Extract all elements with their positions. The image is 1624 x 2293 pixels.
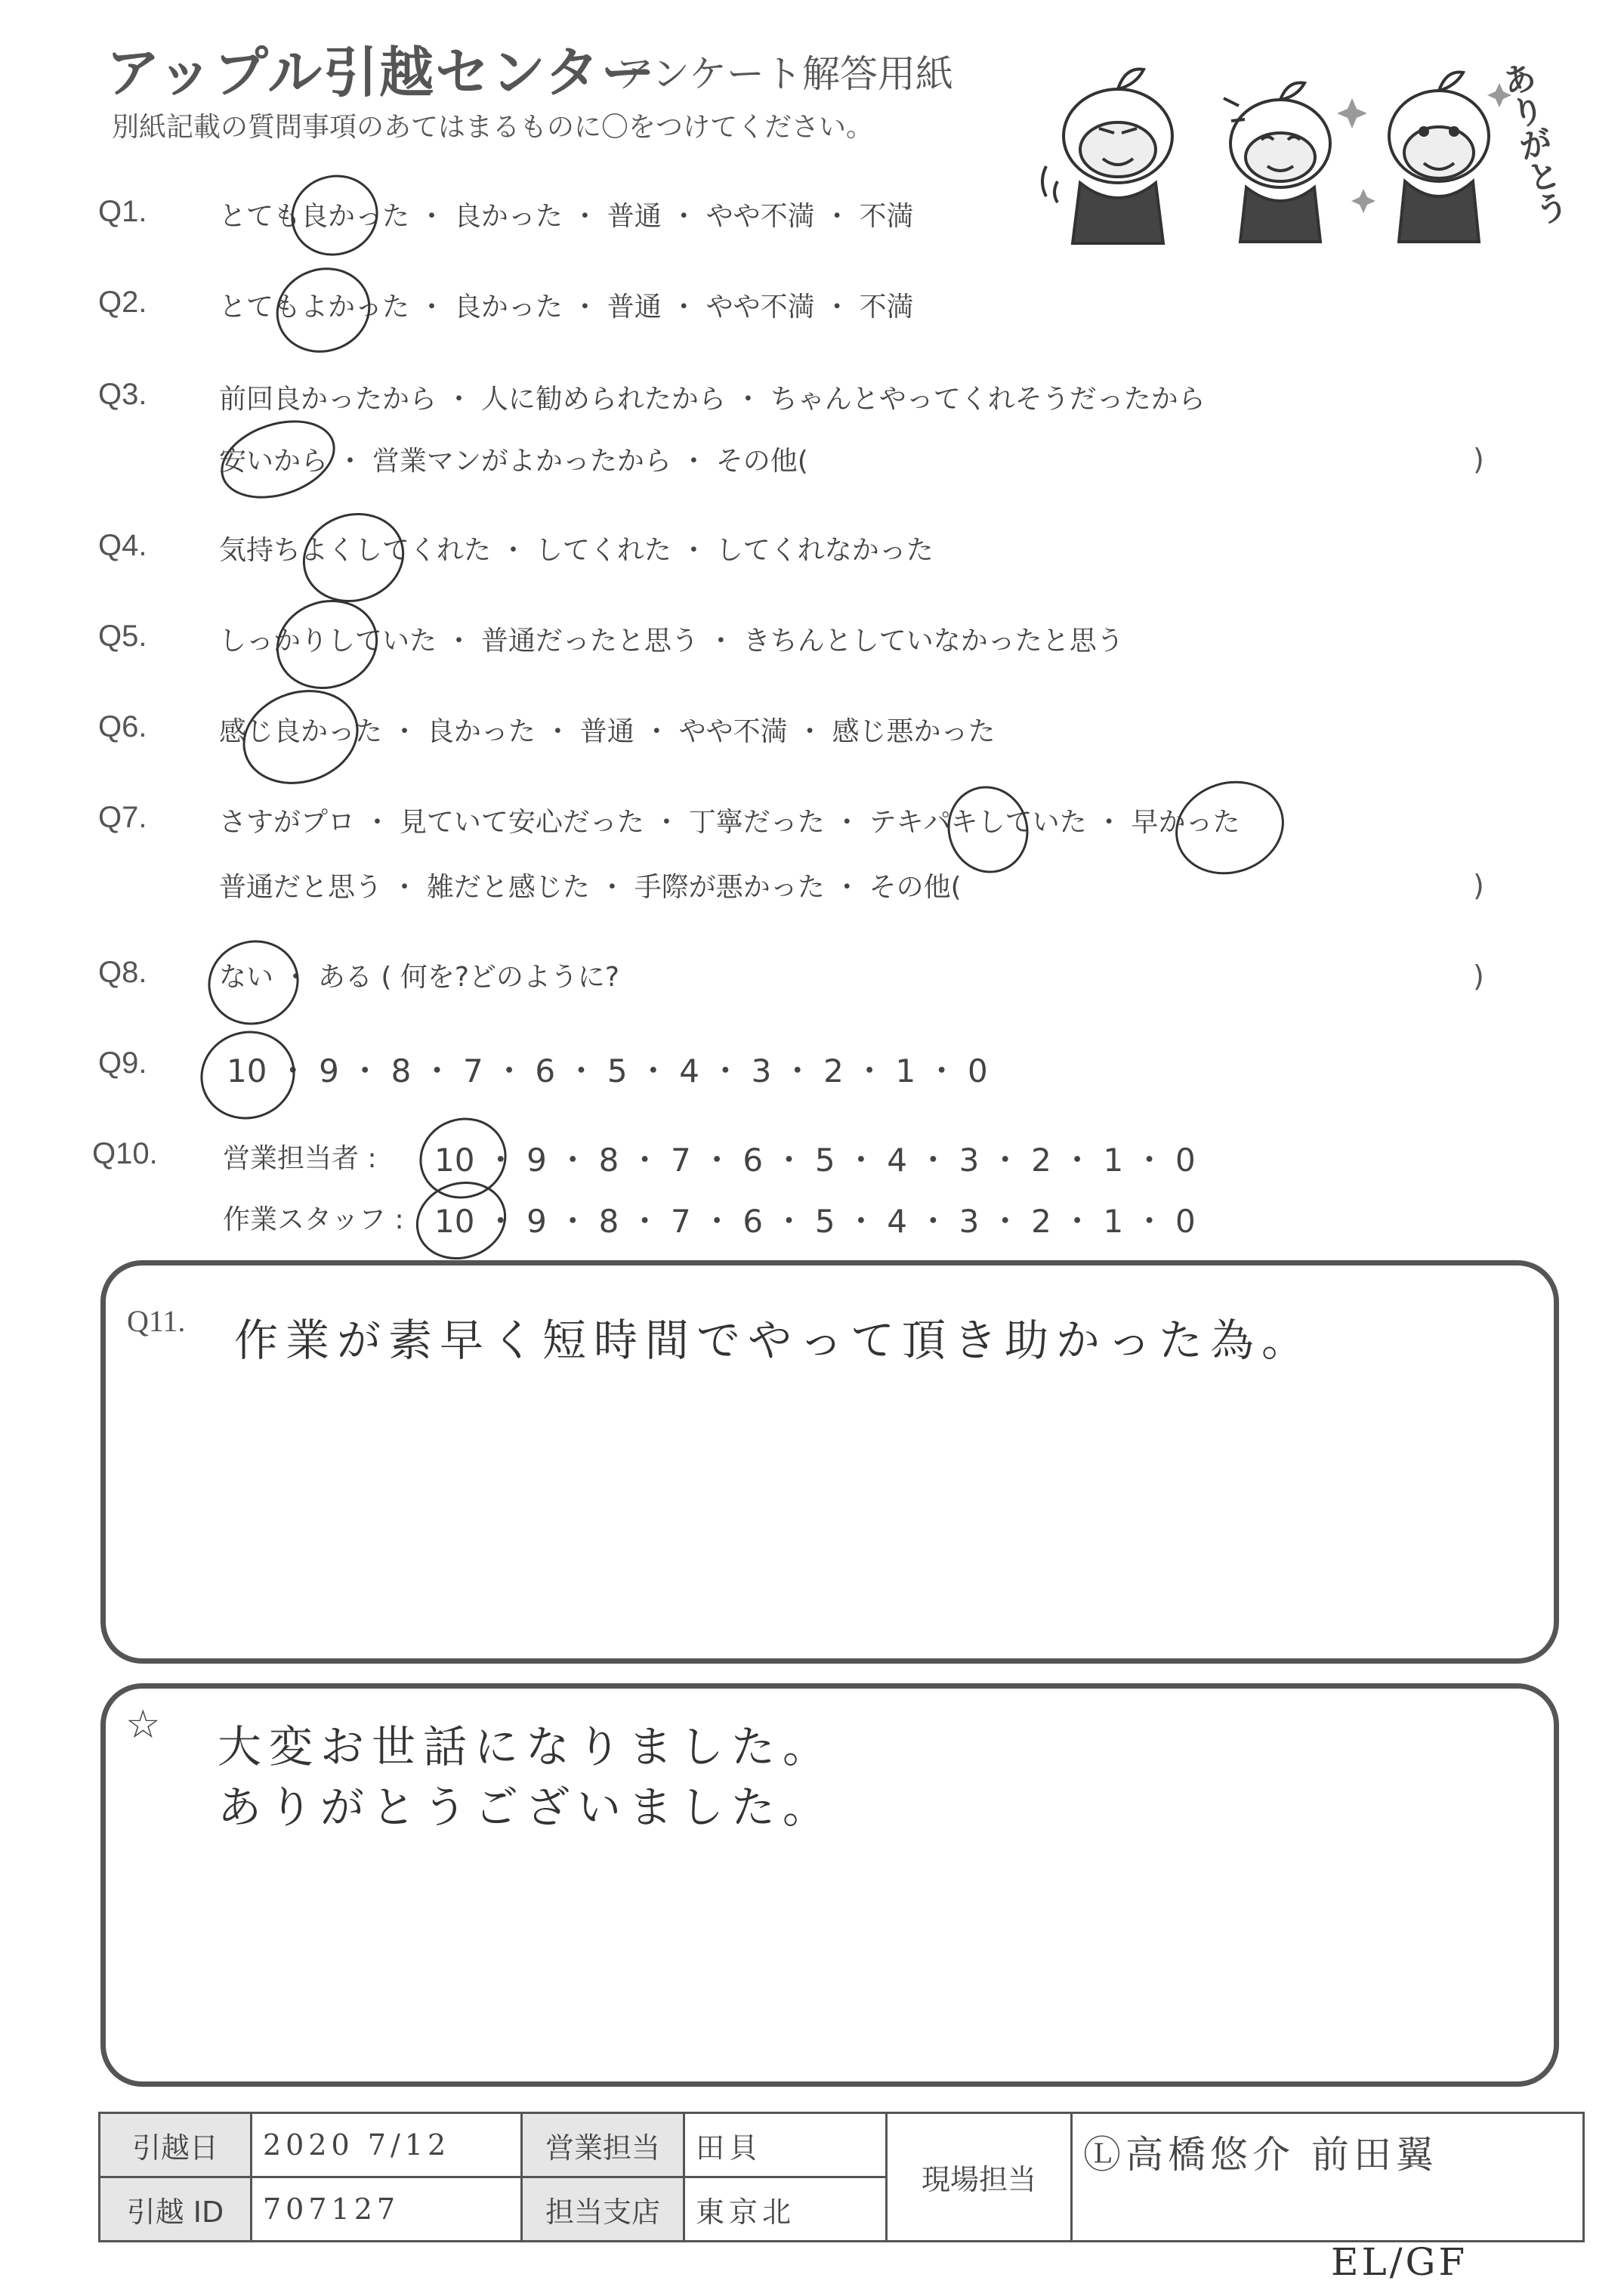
comment-line-2: ありがとうございました。	[218, 1782, 835, 1833]
q9-scale: 10 ・ 9 ・ 8 ・ 7 ・ 6 ・ 5 ・ 4 ・ 3 ・ 2 ・ 1 ・ 0	[227, 1052, 988, 1089]
star-icon: ☆	[125, 1702, 161, 1748]
branch-label: 担当支店	[522, 2177, 684, 2242]
q1-label: Q1.	[98, 195, 147, 228]
move-id-label: 引越 ID	[100, 2177, 252, 2242]
sales-rep-label: 営業担当	[522, 2113, 684, 2177]
q6-label: Q6.	[98, 710, 147, 743]
q2-answer-mark	[265, 255, 381, 365]
q9-label: Q9.	[98, 1046, 147, 1080]
q7-options-line2: 普通だと思う ・ 雑だと感じた ・ 手際が悪かった ・ その他(	[219, 872, 962, 903]
q5-label: Q5.	[98, 620, 147, 653]
q10-label: Q10.	[92, 1137, 158, 1170]
mascot-illustration	[1027, 53, 1556, 249]
footer-code: EL/GF	[1331, 2240, 1468, 2284]
instruction-text: 別紙記載の質問事項のあてはまるものに〇をつけてください。	[112, 112, 874, 143]
q10-staff-scale: 10 ・ 9 ・ 8 ・ 7 ・ 6 ・ 5 ・ 4 ・ 3 ・ 2 ・ 1 ・ 0	[434, 1203, 1196, 1240]
q10-sales-scale: 10 ・ 9 ・ 8 ・ 7 ・ 6 ・ 5 ・ 4 ・ 3 ・ 2 ・ 1 ・ 0	[434, 1142, 1196, 1179]
q3-answer-mark	[211, 406, 345, 512]
q10-staff-label: 作業スタッフ :	[223, 1204, 404, 1235]
page-title: アップル引越センター	[106, 41, 657, 104]
page-subtitle: アンケート解答用紙	[616, 52, 953, 96]
site-staff-value: Ⓛ高橋悠介 前田翼	[1072, 2113, 1584, 2242]
mascot-caption: ありがとう	[1493, 58, 1571, 230]
q3-options-line2: 安いから ・ 営業マンがよかったから ・ その他(	[219, 446, 808, 477]
sales-rep-value: 田貝	[684, 2113, 887, 2177]
q4-label: Q4.	[98, 529, 147, 562]
q7-options-line1: さすがプロ ・ 見ていて安心だった ・ 丁寧だった ・ テキパキしていた ・ 早かった	[219, 807, 1240, 838]
monkey-3-icon	[1337, 73, 1511, 243]
q7-label: Q7.	[98, 801, 147, 834]
q11-answer-box	[100, 1260, 1559, 1664]
move-date-label: 引越日	[100, 2113, 252, 2177]
q8-label: Q8.	[98, 956, 147, 989]
q10-staff-answer-mark	[406, 1170, 516, 1271]
q8-answer-mark	[197, 929, 310, 1037]
q9-answer-mark	[189, 1018, 307, 1131]
monkey-2-icon	[1224, 82, 1330, 242]
move-date-value: 2020 7/12	[252, 2113, 522, 2177]
q2-label: Q2.	[98, 286, 147, 319]
q11-handwritten-answer: 作業が素早く短時間でやって頂き助かった為。	[234, 1315, 1314, 1366]
q3-label: Q3.	[98, 378, 147, 411]
q2-options: とてもよかった ・ 良かった ・ 普通 ・ やや不満 ・ 不満	[219, 292, 914, 323]
monkey-1-icon	[1042, 70, 1172, 243]
q4-answer-mark	[291, 500, 415, 615]
q1-options: とても良かった ・ 良かった ・ 普通 ・ やや不満 ・ 不満	[219, 201, 914, 232]
q4-options: 気持ちよくしてくれた ・ してくれた ・ してくれなかった	[219, 535, 934, 566]
q6-options: 感じ良かった ・ 良かった ・ 普通 ・ やや不満 ・ 感じ悪かった	[219, 716, 996, 747]
site-staff-label: 現場担当	[887, 2113, 1072, 2242]
q3-close-paren: )	[1473, 443, 1484, 476]
footer-info-table	[98, 2112, 1585, 2242]
q10-sales-label: 営業担当者 :	[223, 1143, 377, 1174]
q7-answer-mark-2	[1163, 767, 1296, 888]
q1-answer-mark	[280, 164, 388, 267]
q7-close-paren: )	[1473, 869, 1484, 902]
comment-line-1: 大変お世話になりました。	[218, 1721, 835, 1772]
q8-options: ない ・ ある ( 何を?どのように?	[219, 962, 620, 993]
q6-answer-mark	[230, 675, 371, 799]
q5-options: しっかりしていた ・ 普通だったと思う ・ きちんとしていなかったと思う	[219, 626, 1124, 657]
q11-label: Q11.	[127, 1304, 186, 1338]
move-id-value: 707127	[252, 2177, 522, 2242]
comment-box	[100, 1683, 1559, 2087]
q3-options-line1: 前回良かったから ・ 人に勧められたから ・ ちゃんとやってくれそうだったから	[219, 384, 1206, 415]
branch-value: 東京北	[684, 2177, 887, 2242]
q8-close-paren: )	[1473, 960, 1484, 993]
q5-answer-mark	[264, 587, 389, 702]
